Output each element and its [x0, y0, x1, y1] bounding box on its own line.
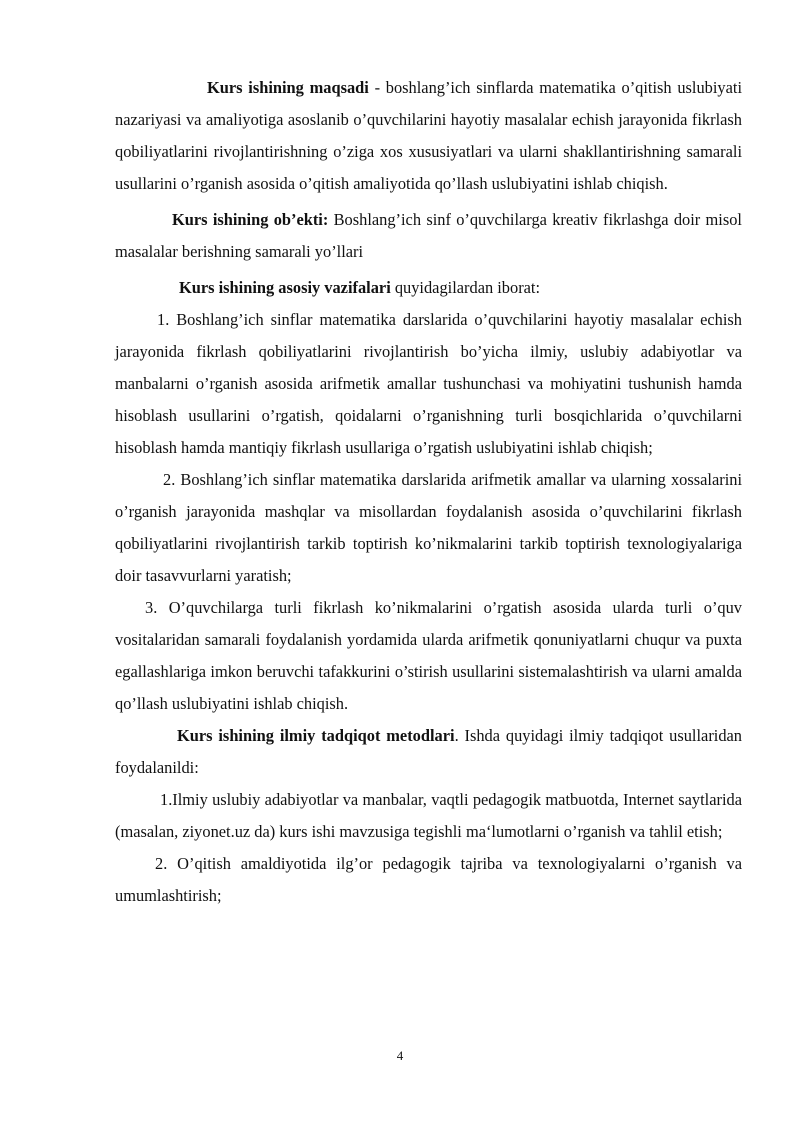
document-page	[115, 72, 742, 912]
tasks-text: quyidagilardan iborat:	[390, 278, 541, 297]
object-heading: Kurs ishining ob’ekti:	[172, 210, 329, 229]
methods-paragraph	[115, 720, 742, 784]
goal-paragraph	[115, 72, 742, 200]
object-paragraph	[115, 204, 742, 268]
page-number: 4	[396, 1048, 404, 1063]
goal-heading: Kurs ishining maqsadi	[207, 78, 369, 97]
task-item-1: 1. Boshlang’ich sinflar matematika darslarida o’quvchilarini hayotiy masalalar echish jarayonida fikrlash qobiliyatlarini rivojlantirish bo’yicha ilmiy, uslubiy adabiyotlar va manbalarni o’rganish asosida arifmetik amallar tushunchasi va mohiyatini tushunish hamda hisoblash usullarini o’rgatish, qoidalarni o’rganishning turli bosqichlarida o’quvchilarni hisoblash hamda mantiqiy fikrlash usullariga o’rgatish uslubiyatini ishlab chiqish;	[115, 310, 742, 457]
tasks-paragraph	[115, 272, 742, 304]
goal-text: - boshlang’ich sinflarda matematika o’qitish uslubiyati nazariyasi va amaliyotiga asoslanib o’quvchilarini hayotiy masalalar echish jarayonida fikrlash qobiliyatlarini rivojlantirishning o’ziga xos xususiyatlari va ularni shakllantirishning samarali usullarini o’rganish asosida o’qitish amaliyotida qo’llash uslubiyatini ishlab chiqish.	[115, 78, 742, 193]
method-item-2: 2. O’qitish amaldiyotida ilg’or pedagogik tajriba va texnologiyalarni o’rganish va umumlashtirish;	[115, 854, 742, 905]
task-item-2: 2. Boshlang’ich sinflar matematika darslarida arifmetik amallar va ularning xossalarini o’rganish jarayonida mashqlar va misollardan foydalanish asosida o’quvchilarini fikrlash qobiliyatlarini rivojlantirish tarkib toptirish ko’nikmalarini tarkib toptirish texnologiyalariga doir tasavvurlarni yaratish;	[115, 470, 742, 585]
method-item-1: 1.Ilmiy uslubiy adabiyotlar va manbalar, vaqtli pedagogik matbuotda, Internet saytlarida (masalan, ziyonet.uz da) kurs ishi mavzusiga tegishli ma‘lumotlarni o’rganish va tahlil etish;	[115, 790, 742, 841]
methods-heading: Kurs ishining ilmiy tadqiqot metodlari	[177, 726, 455, 745]
tasks-heading: Kurs ishining asosiy vazifalari	[179, 278, 391, 297]
object-text: Boshlang’ich sinf o’quvchilarga kreativ fikrlashga doir misol masalalar berishning samarali yo’llari	[115, 210, 742, 261]
methods-text: . Ishda quyidagi ilmiy tadqiqot usullaridan foydalanildi:	[115, 726, 742, 777]
task-item-3: 3. O’quvchilarga turli fikrlash ko’nikmalarini o’rgatish asosida ularda turli o’quv vositalaridan samarali foydalanish yordamida ularda arifmetik qonuniyatlarni chuqur va puxta egallashlariga imkon beruvchi tafakkurini o’stirish usullarini sistemalashtirish va ularni amalda qo’llash uslubiyatini ishlab chiqish.	[115, 598, 742, 713]
